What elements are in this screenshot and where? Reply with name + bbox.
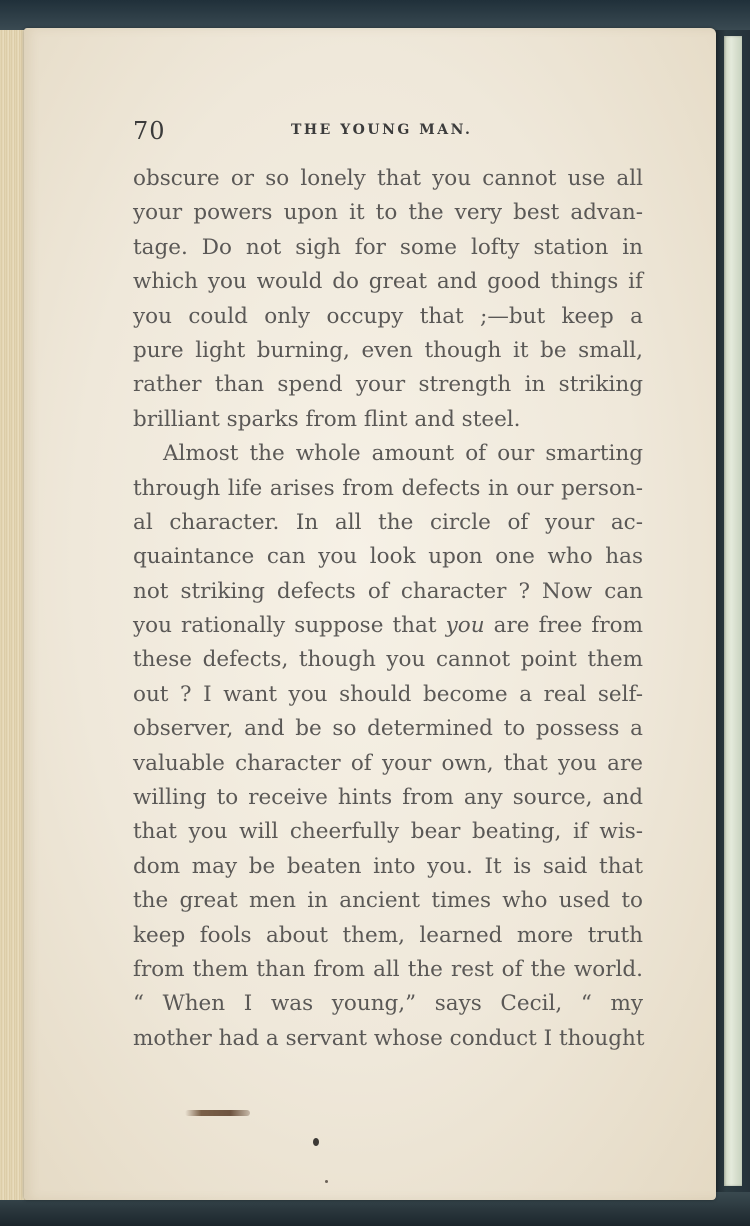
text-line: dom may be beaten into you. It is said that — [133, 853, 643, 879]
text-line: these defects, though you cannot point them — [133, 647, 643, 673]
text-line: out ? I want you should become a real self- — [133, 681, 643, 707]
text-line: the great men in ancient times who used to — [133, 888, 643, 914]
emphasis: you — [445, 613, 485, 639]
text-line: mother had a servant whose conduct I thought — [133, 1025, 645, 1051]
paragraph-start-line: Almost the whole amount of our smarting — [163, 441, 643, 467]
text-line: you could only occupy that ;—but keep a — [133, 303, 643, 329]
text-line: not striking defects of character ? Now can — [133, 578, 643, 604]
text-line: obscure or so lonely that you cannot use all — [133, 166, 643, 191]
ink-smudge — [185, 1110, 250, 1116]
text-line: al character. In all the circle of your ac- — [133, 509, 643, 535]
text-line: willing to receive hints from any source, and — [133, 785, 643, 811]
text-line: keep fools about them, learned more truth — [133, 922, 643, 948]
text-line: pure light burning, even though it be small, — [133, 337, 643, 363]
text-line: rather than spend your strength in striking — [133, 372, 643, 398]
page-header — [133, 117, 643, 149]
facing-board-edge — [724, 36, 742, 1186]
text-line: “ When I was young,” says Cecil, “ my — [133, 991, 643, 1017]
text-line: valuable character of your own, that you are — [133, 750, 643, 776]
text-line: observer, and be so determined to possess a — [133, 716, 643, 742]
ink-speck — [325, 1180, 328, 1183]
text-line: quaintance can you look upon one who has — [133, 544, 643, 570]
text-line: which you would do great and good things if — [133, 269, 643, 295]
text-line: that you will cheerfully bear beating, if wis- — [133, 819, 643, 845]
text-line: you rationally suppose that you are free from — [133, 613, 643, 639]
text-line: through life arises from defects in our person- — [133, 475, 643, 501]
text-line: tage. Do not sigh for some lofty station in — [133, 234, 643, 260]
page-number: 70 — [133, 117, 166, 145]
text-line: from them than from all the rest of the world. — [133, 956, 643, 982]
text-line: brilliant sparks from flint and steel. — [133, 406, 521, 432]
book-cover-top — [0, 0, 750, 30]
running-head: THE YOUNG MAN. — [291, 122, 473, 138]
body-text — [133, 162, 643, 1056]
text-line: your powers upon it to the very best advan- — [133, 200, 643, 226]
ink-dot — [313, 1138, 319, 1146]
